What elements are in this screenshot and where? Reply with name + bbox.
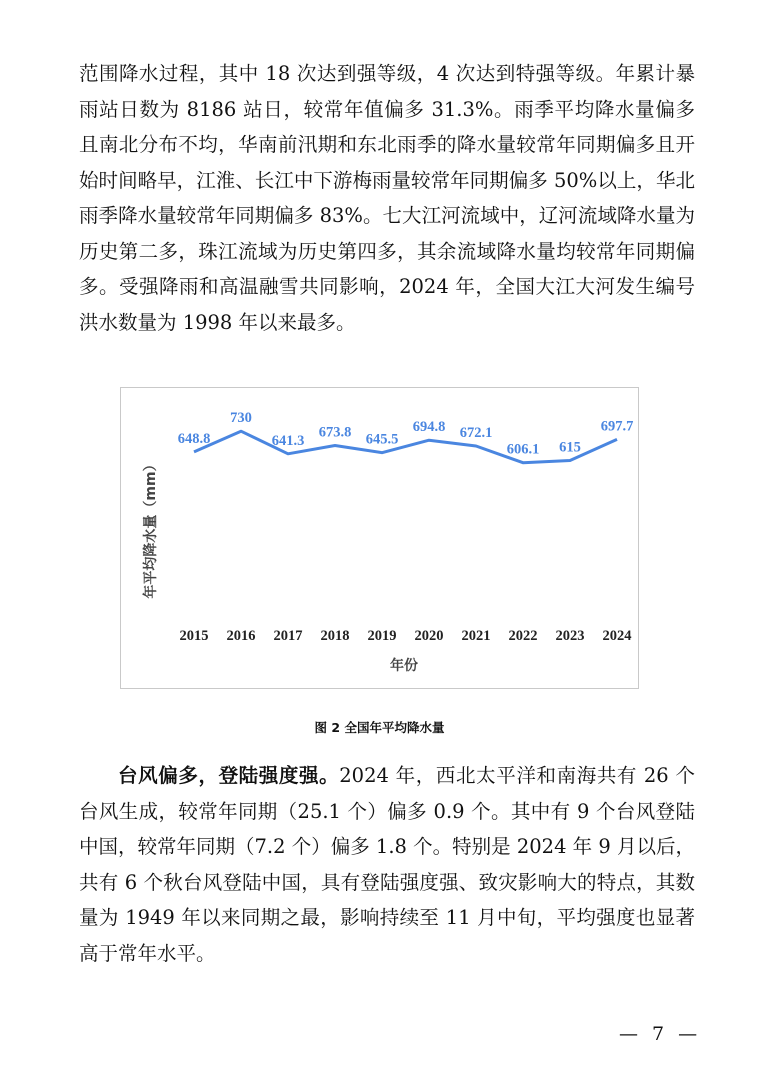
x-tick-label: 2021 — [461, 628, 491, 644]
data-label: 615 — [559, 439, 581, 456]
data-label: 645.5 — [365, 431, 399, 448]
figure-caption: 图 2 全国年平均降水量 — [314, 720, 445, 735]
section-body: 2024 年，西北太平洋和南海共有 26 个台风生成，较常年同期（25.1 个）偏多 0.9 个。其中有 9 个台风登陆中国，较常年同期（7.2 个）偏多 1.8 个。特别是 2024 年 9 月以后，共有 6 个秋台风登陆中国，具有登陆强度强、致灾影响大的特点，其数量为 1949 年以来同期之最，影响持续至 11 月中旬，平均强度也显著高于常年水平。 — [79, 764, 695, 965]
series-line — [194, 431, 617, 463]
y-axis-title: 年平均降水量（mm） — [143, 457, 159, 599]
x-tick-label: 2020 — [414, 628, 444, 644]
x-tick-label: 2023 — [555, 628, 585, 644]
x-tick-label: 2019 — [367, 628, 397, 644]
data-label: 672.1 — [459, 425, 493, 441]
x-tick-label: 2022 — [508, 628, 538, 644]
x-tick-label: 2016 — [226, 628, 256, 644]
x-tick-label: 2017 — [273, 628, 303, 644]
section-lead: 台风偏多，登陆强度强。 — [118, 764, 340, 787]
x-tick-label: 2018 — [320, 628, 350, 644]
x-axis-ticks — [180, 628, 632, 644]
data-label: 648.8 — [177, 430, 211, 447]
x-axis-title: 年份 — [390, 658, 418, 674]
data-label: 641.3 — [271, 432, 305, 449]
x-tick-label: 2015 — [179, 628, 209, 644]
data-label: 730 — [230, 410, 252, 427]
data-label: 697.7 — [600, 418, 634, 435]
chart-canvas — [121, 388, 638, 688]
body-paragraph-2 — [79, 758, 695, 971]
data-label: 694.8 — [412, 419, 446, 436]
page-number: — 7 — — [619, 1023, 702, 1045]
body-paragraph-1: 范围降水过程，其中 18 次达到强等级，4 次达到特强等级。年累计暴雨站日数为 8186 站日，较常年值偏多 31.3%。雨季平均降水量偏多且南北分布不均，华南前汛期和东北雨季的降水量较常年同期偏多且开始时间略早，江淮、长江中下游梅雨量较常年同期偏多 50%以上，华北雨季降水量较常年同期偏多 83%。七大江河流域中，辽河流域降水量为历史第二多，珠江流域为历史第四多，其余流域降水量均较常年同期偏多。受强降雨和高温融雪共同影响，2024 年，全国大江大河发生编号洪水数量为 1998 年以来最多。 — [79, 62, 695, 334]
data-label: 673.8 — [318, 424, 352, 441]
data-label: 606.1 — [506, 441, 540, 458]
precipitation-chart — [120, 387, 639, 689]
x-tick-label: 2024 — [602, 628, 632, 644]
